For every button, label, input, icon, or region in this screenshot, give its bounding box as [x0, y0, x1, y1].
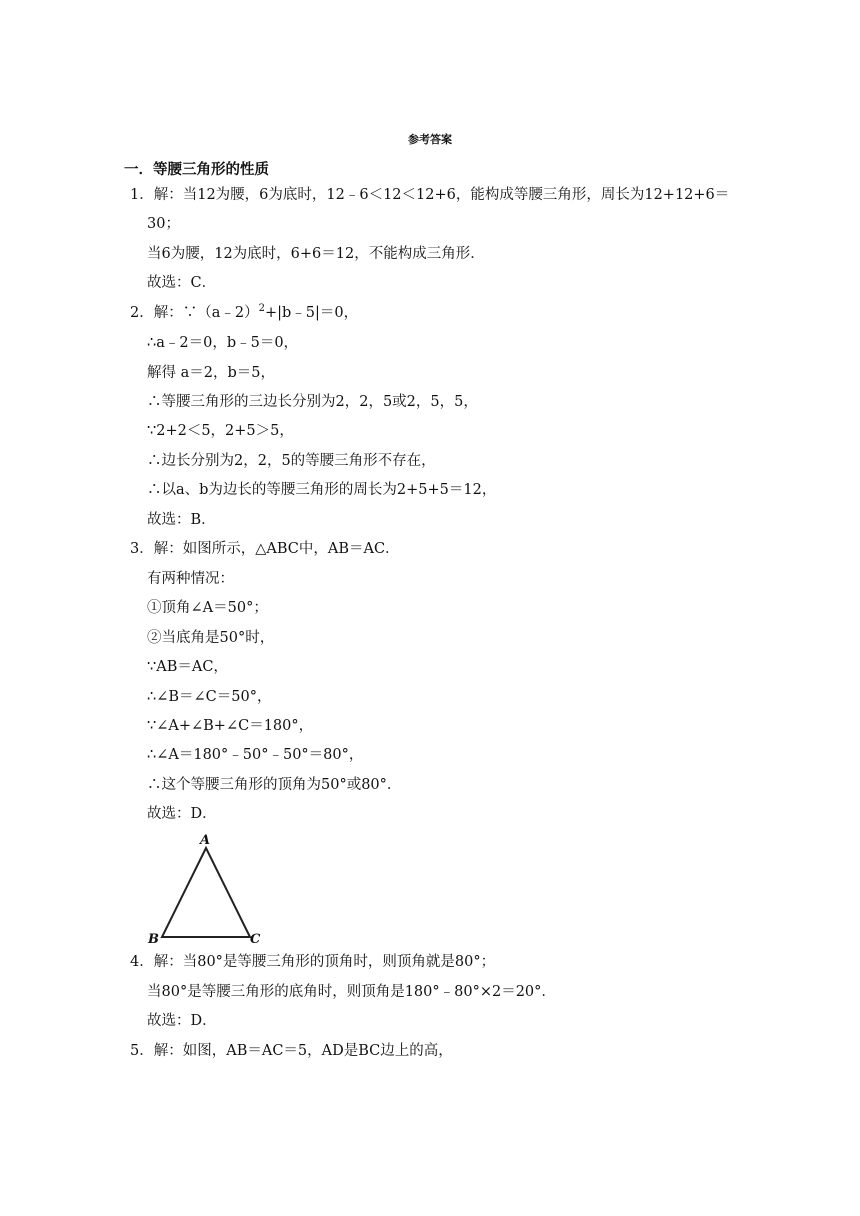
answer-1-line-2: 30；	[147, 216, 180, 232]
answer-2-line-1-a: 2．解：∵（a﹣2）	[130, 305, 259, 321]
answer-4-line-2: 当80°是等腰三角形的底角时，则顶角是180°﹣80°×2＝20°．	[147, 984, 556, 1000]
answer-2-line-1-b: +|b﹣5|＝0，	[264, 305, 359, 321]
answer-2-line-7: ∴以a、b为边长的等腰三角形的周长为2+5+5＝12，	[147, 482, 497, 498]
answer-3-line-7: ∵∠A+∠B+∠C＝180°，	[147, 718, 314, 734]
answer-2-choice: 故选：B．	[147, 512, 216, 528]
answer-2-line-1	[130, 304, 358, 322]
vertex-label-b: B	[148, 932, 159, 947]
vertex-label-a: A	[200, 833, 211, 848]
answer-3-line-6: ∴∠B＝∠C＝50°，	[147, 689, 272, 705]
answer-2-line-4: ∴等腰三角形的三边长分别为2，2，5或2，5，5，	[147, 394, 478, 410]
page-title: 参考答案	[408, 133, 452, 146]
answer-2-line-3: 解得 a＝2，b＝5，	[147, 365, 275, 381]
vertex-label-c: C	[250, 932, 261, 947]
answer-3-line-9: ∴这个等腰三角形的顶角为50°或80°．	[147, 777, 402, 793]
triangle-diagram	[146, 830, 266, 948]
answer-3-line-3: ①顶角∠A＝50°；	[147, 600, 268, 616]
answer-5-line-1: 5．解：如图，AB＝AC＝5，AD是BC边上的高，	[130, 1043, 453, 1059]
answer-3-line-4: ②当底角是50°时，	[147, 630, 275, 646]
answer-3-choice: 故选：D．	[147, 806, 217, 822]
triangle-figure	[146, 830, 266, 948]
answer-2-line-6: ∴边长分别为2，2，5的等腰三角形不存在，	[147, 453, 436, 469]
triangle-abc	[162, 848, 250, 937]
answer-3-line-2: 有两种情况：	[147, 571, 234, 587]
section-heading: 一．等腰三角形的性质	[124, 162, 269, 178]
answer-4-choice: 故选：D．	[147, 1013, 217, 1029]
answer-1-line-3: 当6为腰，12为底时，6+6＝12，不能构成三角形．	[147, 246, 485, 262]
answer-4-line-1: 4．解：当80°是等腰三角形的顶角时，则顶角就是80°；	[130, 954, 496, 970]
answer-3-line-1: 3．解：如图所示，△ABC中，AB＝AC．	[130, 541, 400, 557]
answer-3-line-8: ∴∠A＝180°﹣50°﹣50°＝80°，	[147, 747, 364, 763]
answer-2-exponent: 2	[258, 303, 265, 315]
answer-3-line-5: ∵AB＝AC，	[147, 659, 228, 675]
answer-2-line-5: ∵2+2＜5，2+5＞5，	[147, 423, 294, 439]
answer-1-line-1: 1．解：当12为腰，6为底时，12﹣6＜12＜12+6，能构成等腰三角形，周长为12+12+6＝	[130, 187, 730, 203]
answer-1-choice: 故选：C．	[147, 275, 217, 291]
answer-2-line-2: ∴a﹣2＝0，b﹣5＝0，	[147, 335, 299, 351]
